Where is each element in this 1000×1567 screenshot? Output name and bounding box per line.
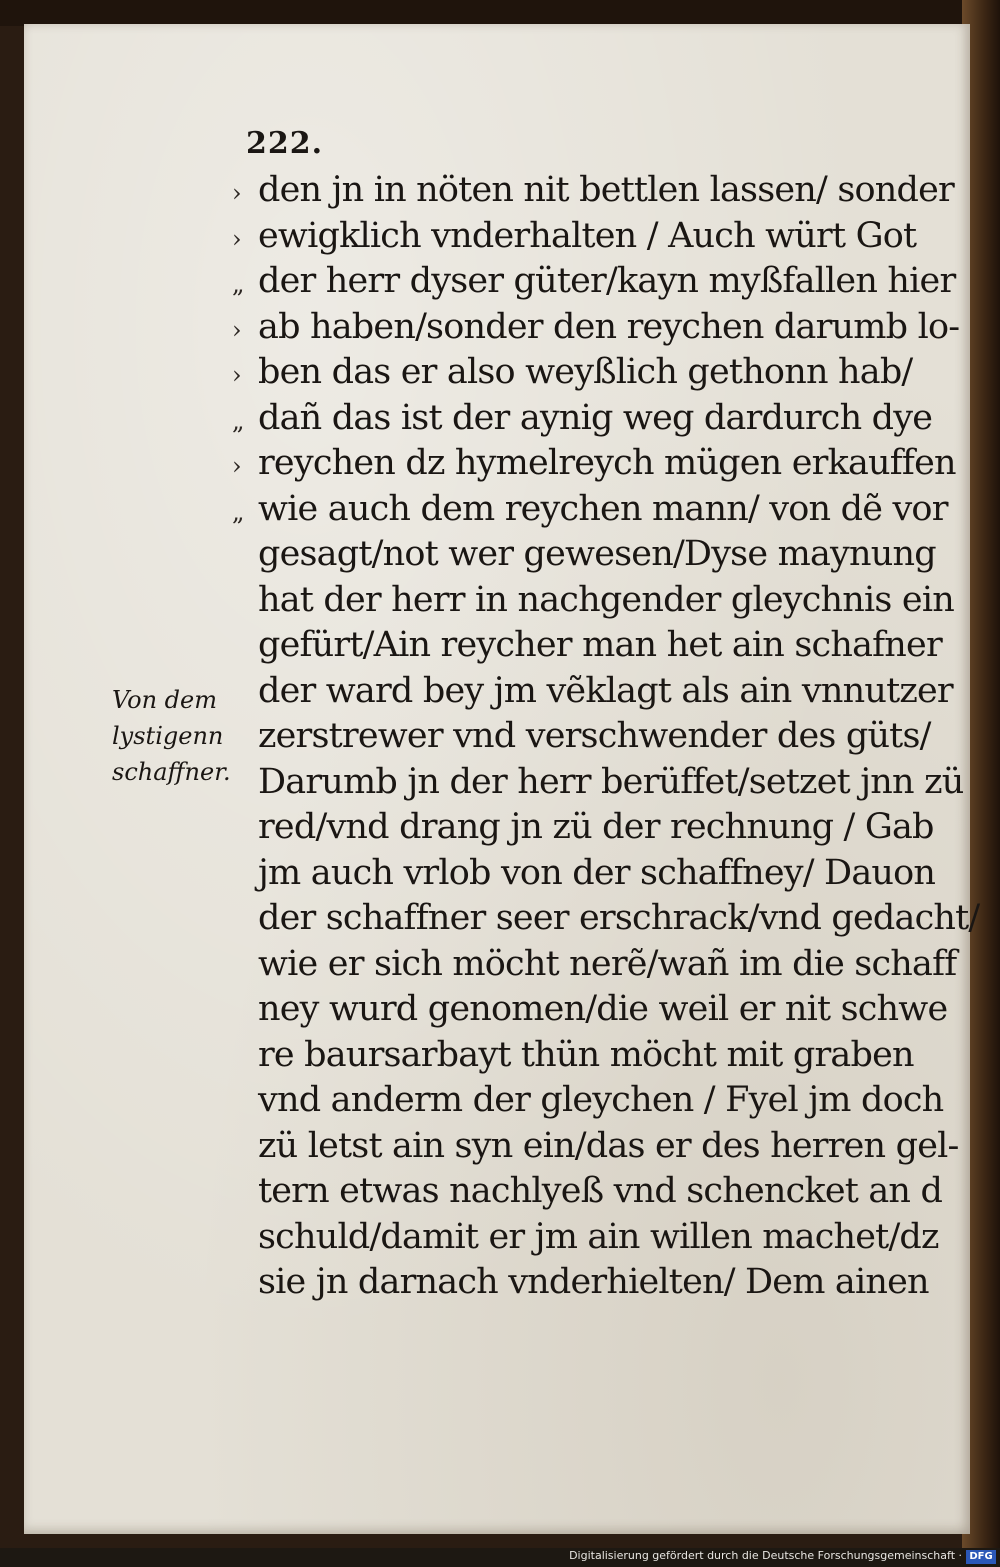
quotation-marker: „ [232,270,244,298]
marginal-note-line: lystigenn [112,722,224,750]
text-line [232,1215,962,1261]
text-line-content: red/vnd drang jn zü der rechnung / Gab [258,807,934,847]
text-line-content: schuld/damit er jm ain willen machet/dz [258,1216,939,1257]
text-line-content: zerstrewer vnd verschwender des güts/ [258,716,931,756]
text-line [232,305,962,351]
text-line [232,487,962,533]
text-line [232,578,962,624]
text-line [232,714,962,760]
quotation-marker: „ [232,406,244,435]
text-line-content: der schaffner seer erschrack/vnd gedacht/ [258,898,980,938]
page-number: 222. [246,126,324,161]
text-line [232,942,962,988]
text-line-content: vnd anderm der gleychen / Fyel jm doch [258,1080,944,1120]
text-line [232,896,980,942]
book-top-edge [0,0,1000,26]
text-line-content: ney wurd genomen/die weil er nit schwe [258,989,948,1029]
body-text [232,168,980,1306]
text-line-content: wie auch dem reychen mann/ von dẽ vor [258,488,948,529]
text-line-content: hat der herr in nachgender gleychnis ein [258,579,954,620]
text-line-content: wie er sich möcht nerẽ/wañ im die schaff [258,943,957,984]
text-line-content: der ward bey jm vẽklagt als ain vnnutzer [258,670,953,711]
text-line-content: tern etwas nachlyeß vnd schencket an d [258,1171,943,1211]
text-line [232,350,962,396]
text-line [232,1169,962,1215]
marginal-note-line: Von dem [112,686,217,714]
dfg-logo: DFG [966,1550,996,1564]
text-line [232,396,962,442]
quotation-marker: „ [232,497,244,526]
text-line-content: ewigklich vnderhalten / Auch würt Got [258,215,917,256]
text-line-content: ben das er also weyßlich gethonn hab/ [258,352,913,392]
text-line-content: zü letst ain syn ein/das er des herren gel- [258,1125,959,1166]
text-line-content: dañ das ist der aynig weg dardurch dye [258,397,933,438]
text-line-content: reychen dz hymelreych mügen erkauffen [258,443,956,483]
text-line [232,987,962,1033]
text-line [232,805,962,851]
text-line [232,1260,962,1306]
text-line-content: ab haben/sonder den reychen darumb lo- [258,306,960,347]
quotation-marker: › [232,315,241,344]
text-line [232,760,962,806]
text-line-content: gefürt/Ain reycher man het ain schafner [258,625,942,665]
text-line-content: Darumb jn der herr berüffet/setzet jnn zü [258,761,964,802]
marginal-note-line: schaffner. [112,758,231,786]
text-line-content: re baursarbayt thün möcht mit graben [258,1034,914,1075]
quotation-marker: › [232,224,241,253]
text-line [232,1078,962,1124]
quotation-marker: › [232,452,241,480]
text-line [232,168,962,214]
text-line [232,214,962,260]
text-line-content: jm auch vrlob von der schaffney/ Dauon [258,852,936,893]
quotation-marker: › [232,361,241,389]
text-line [232,669,962,715]
text-line-content: den jn in nöten nit bettlen lassen/ sonder [258,170,954,210]
text-line [232,851,962,897]
text-line [232,532,962,578]
text-line [232,1033,962,1079]
funding-credit: Digitalisierung gefördert durch die Deutsche Forschungsgemeinschaft · [569,1549,962,1562]
text-line [232,259,962,305]
text-line-content: der herr dyser güter/kayn myßfallen hier [258,261,956,301]
text-line [232,1124,962,1170]
quotation-marker: › [232,179,241,207]
text-line-content: gesagt/not wer gewesen/Dyse maynung [258,534,936,574]
text-line [232,441,962,487]
text-line-content: sie jn darnach vnderhielten/ Dem ainen [258,1262,929,1302]
text-line [232,623,962,669]
